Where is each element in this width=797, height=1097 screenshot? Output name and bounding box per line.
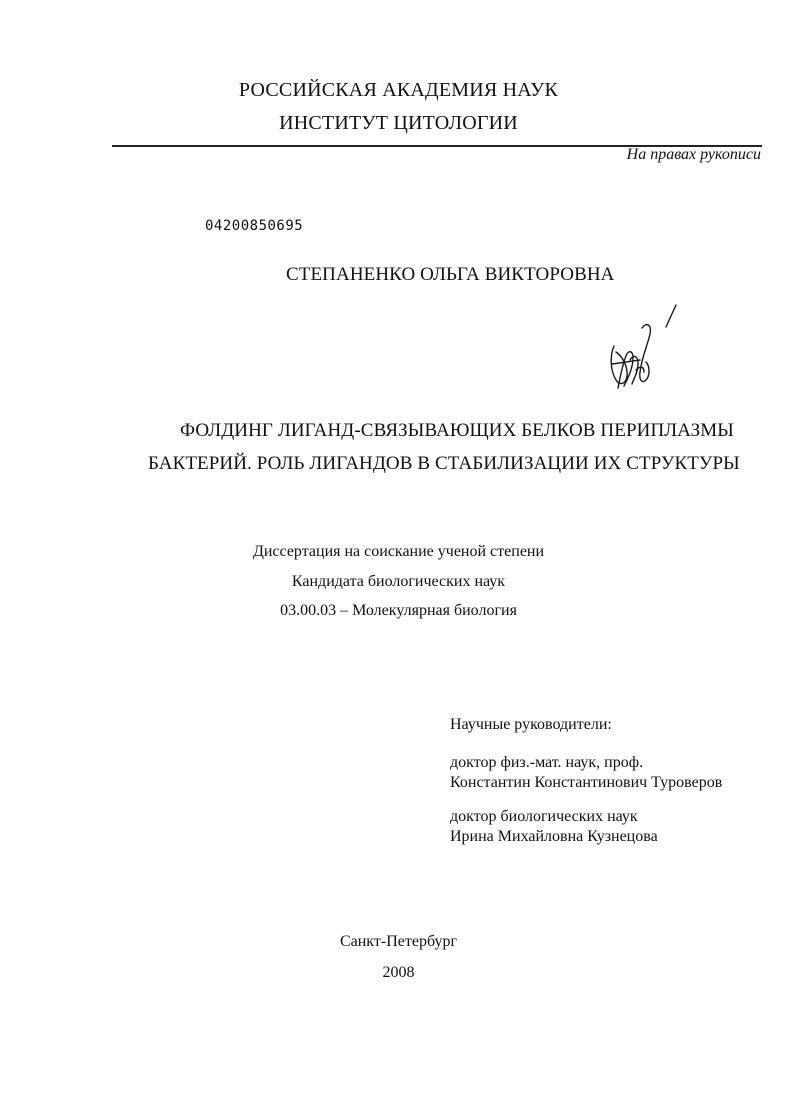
- dissertation-title-line-2: БАКТЕРИЙ. РОЛЬ ЛИГАНДОВ В СТАБИЛИЗАЦИИ ИХ СТРУКТУРЫ: [148, 453, 740, 474]
- handwritten-signature-icon: [600, 300, 690, 400]
- registry-number: 04200850695: [205, 218, 304, 234]
- supervisor-name: Константин Константинович Туроверов: [450, 774, 723, 791]
- dissertation-title-line-1: ФОЛДИНГ ЛИГАНД-СВЯЗЫВАЮЩИХ БЕЛКОВ ПЕРИПЛАЗМЫ: [180, 420, 734, 441]
- degree-description: Диссертация на соискание ученой степени: [252, 543, 545, 560]
- institute-name: ИНСТИТУТ ЦИТОЛОГИИ: [279, 112, 518, 134]
- city: Санкт-Петербург: [339, 933, 458, 950]
- supervisor-name: Ирина Михайловна Кузнецова: [450, 828, 658, 845]
- degree-name: Кандидата биологических наук: [291, 573, 506, 590]
- supervisors-heading: Научные руководители:: [450, 716, 612, 733]
- supervisor-title: доктор биологических наук: [450, 808, 638, 825]
- year: 2008: [382, 964, 415, 981]
- organization-name: РОССИЙСКАЯ АКАДЕМИЯ НАУК: [238, 79, 559, 101]
- specialty-code: 03.00.03 – Молекулярная биология: [280, 602, 517, 619]
- manuscript-note: На правах рукописи: [626, 146, 761, 163]
- supervisor-title: доктор физ.-мат. наук, проф.: [450, 754, 644, 771]
- author-name: СТЕПАНЕНКО ОЛЬГА ВИКТОРОВНА: [286, 264, 615, 285]
